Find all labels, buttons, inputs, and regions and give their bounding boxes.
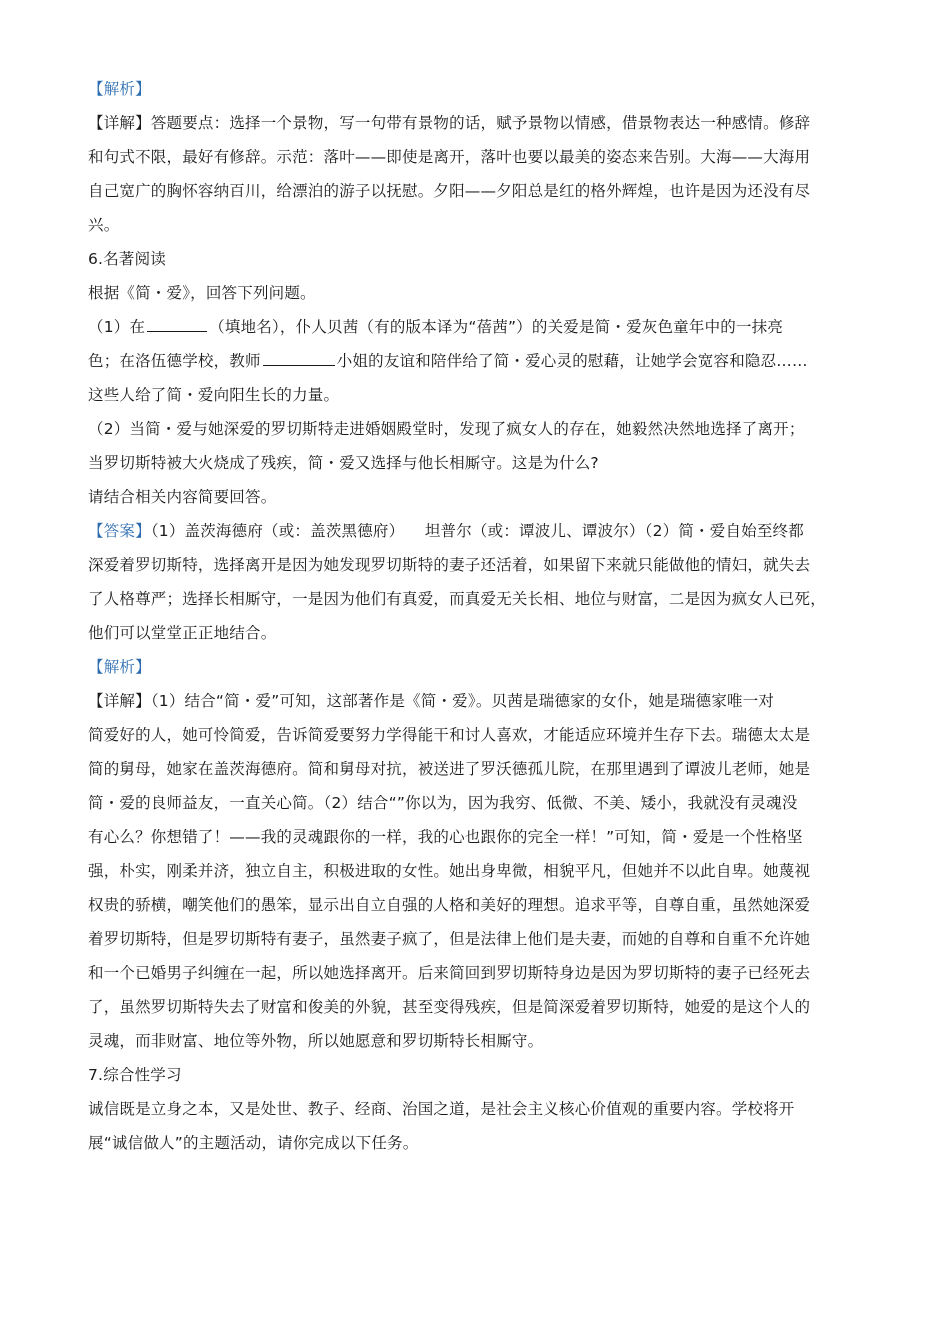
question-7-title: 7.综合性学习 bbox=[88, 1066, 182, 1084]
detail-paragraph-6-line: 简的舅母，她家在盖茨海德府。简和舅母对抗，被送进了罗沃德孤儿院，在那里遇到了谭波儿老师，她是 bbox=[88, 760, 811, 778]
detail-label: 【详解】 bbox=[88, 114, 151, 132]
answer-paragraph-line: 了人格尊严；选择长相厮守，一是因为他们有真爱，而真爱无关长相、地位与财富，二是因为疯女人已死， bbox=[88, 590, 826, 608]
detail-paragraph-6-line: 灵魂，而非财富、地位等外物，所以她愿意和罗切斯特长相厮守。 bbox=[88, 1032, 544, 1050]
detail-paragraph-6-line: 和一个已婚男子纠缠在一起，所以她选择离开。后来简回到罗切斯特身边是因为罗切斯特的妻子已经死去 bbox=[88, 964, 811, 982]
detail-paragraph-6-line: 权贵的骄横，嘲笑他们的愚笨，显示出自立自强的人格和美好的理想。追求平等，自尊自重，虽然她深爱 bbox=[88, 896, 811, 914]
detail-paragraph-5-line: 自己宽广的胸怀容纳百川，给漂泊的游子以抚慰。夕阳——夕阳总是红的格外辉煌，也许是因为还没有尽 bbox=[88, 182, 811, 200]
question-6-part2-line: 当罗切斯特被大火烧成了残疾，简・爱又选择与他长相厮守。这是为什么? bbox=[88, 454, 599, 472]
detail-paragraph-6-line: 强，朴实，刚柔并济，独立自主，积极进取的女性。她出身卑微，相貌平凡，但她并不以此自卑。她蔑视 bbox=[88, 862, 811, 880]
detail-paragraph-5-line: 【详解】答题要点：选择一个景物，写一句带有景物的话，赋予景物以情感，借景物表达一种感情。修辞 bbox=[88, 114, 811, 132]
answer-paragraph-line: 他们可以堂堂正正地结合。 bbox=[88, 624, 277, 642]
question-6-part1-line: 色；在洛伍德学校，教师 小姐的友谊和陪伴给了简・爱心灵的慰藉，让她学会宽容和隐忍…… bbox=[88, 344, 878, 378]
question-6-title: 6.名著阅读 bbox=[88, 250, 166, 268]
answer-paragraph-line: 【答案】（1）盖茨海德府（或：盖茨黑德府） 坦普尔（或：谭波儿、谭波尔）（2）简・爱自始至终都 bbox=[88, 522, 804, 540]
detail-paragraph-6-line: 简爱好的人，她可怜简爱，告诉简爱要努力学得能干和讨人喜欢，才能适应环境并生存下去。瑞德太太是 bbox=[88, 726, 811, 744]
question-7-line: 诚信既是立身之本，又是处世、教子、经商、治国之道，是社会主义核心价值观的重要内容。学校将开 bbox=[88, 1100, 795, 1118]
detail-paragraph-6-line: 简・爱的良师益友，一直关心简。（2）结合“”你以为，因为我穷、低微、不美、矮小，我就没有灵魂没 bbox=[88, 794, 798, 812]
document-page bbox=[88, 72, 878, 1160]
detail-paragraph-6-line: 有心么？你想错了！——我的灵魂跟你的一样，我的心也跟你的完全一样！”可知，简・爱是一个性格坚 bbox=[88, 828, 803, 846]
question-6-part1-line: （1）在 （填地名），仆人贝茜（有的版本译为“蓓茜”）的关爱是简・爱灰色童年中的一抹亮 bbox=[88, 310, 878, 344]
detail-paragraph-6-line: 【详解】（1）结合“简・爱”可知，这部著作是《简・爱》。贝茜是瑞德家的女仆，她是瑞德家唯一对 bbox=[88, 692, 775, 710]
answer-paragraph-line: 深爱着罗切斯特，选择离开是因为她发现罗切斯特的妻子还活着，如果留下来就只能做他的情妇，就失去 bbox=[88, 556, 811, 574]
detail-paragraph-6-line: 了，虽然罗切斯特失去了财富和俊美的外貌，甚至变得残疾，但是简深爱着罗切斯特，她爱的是这个人的 bbox=[88, 998, 811, 1016]
answer-label: 【答案】 bbox=[88, 522, 151, 540]
answer-blank-place bbox=[147, 313, 207, 332]
analysis-label-5: 【解析】 bbox=[88, 80, 151, 98]
question-6-intro: 根据《简・爱》，回答下列问题。 bbox=[88, 284, 316, 302]
question-6-part1-line: 这些人给了简・爱向阳生长的力量。 bbox=[88, 386, 340, 404]
detail-paragraph-5-line: 和句式不限，最好有修辞。示范：落叶——即使是离开，落叶也要以最美的姿态来告别。大海——大海用 bbox=[88, 148, 811, 166]
question-6-part2-line: （2）当简・爱与她深爱的罗切斯特走进婚姻殿堂时，发现了疯女人的存在，她毅然决然地选择了离开； bbox=[88, 420, 805, 438]
analysis-label-6: 【解析】 bbox=[88, 658, 151, 676]
answer-blank-teacher bbox=[263, 347, 335, 366]
detail-label: 【详解】 bbox=[88, 692, 151, 710]
question-7-line: 展“诚信做人”的主题活动，请你完成以下任务。 bbox=[88, 1134, 419, 1152]
detail-paragraph-5-line: 兴。 bbox=[88, 216, 120, 234]
detail-paragraph-6-line: 着罗切斯特，但是罗切斯特有妻子，虽然妻子疯了，但是法律上他们是夫妻，而她的自尊和自重不允许她 bbox=[88, 930, 811, 948]
question-6-part2-line: 请结合相关内容简要回答。 bbox=[88, 488, 277, 506]
